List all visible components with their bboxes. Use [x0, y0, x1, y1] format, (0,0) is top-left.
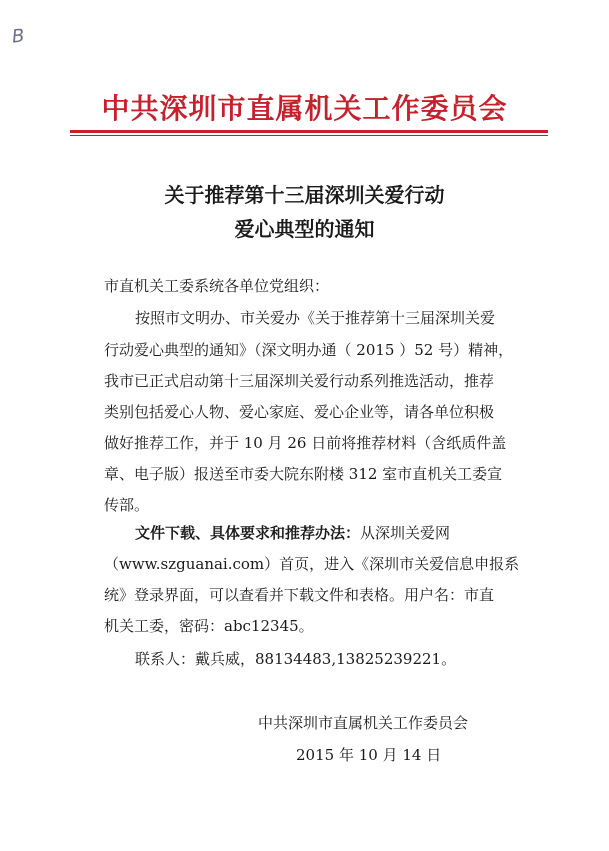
addressee: 市直机关工委系统各单位党组织：	[104, 277, 330, 295]
paragraph2-line: 机关工委，密码：abc12345。	[104, 617, 314, 635]
download-lead: 文件下载、具体要求和推荐办法：	[135, 524, 361, 542]
org-header: 中共深圳市直属机关工作委员会	[101, 92, 508, 125]
handwritten-mark: B	[10, 25, 26, 48]
paragraph1-line: 类别包括爱心人物、爱心家庭、爱心企业等，请各单位积极	[104, 403, 495, 421]
paragraph2-line-1	[135, 522, 450, 544]
paragraph2-line: 统》登录界面，可以查看并下载文件和表格。用户名：市直	[104, 586, 495, 604]
title-line-1: 关于推荐第十三届深圳关爱行动	[164, 183, 445, 207]
signature-date: 2015 年 10 月 14 日	[296, 746, 442, 764]
paragraph1-line: 按照市文明办、市关爱办《关于推荐第十三届深圳关爱	[135, 309, 496, 327]
paragraph1-line: 做好推荐工作，并于 10 月 26 日前将推荐材料（含纸质件盖	[104, 434, 507, 452]
signature-org: 中共深圳市直属机关工作委员会	[258, 714, 469, 732]
paragraph1-line: 传部。	[104, 496, 150, 514]
contact-line: 联系人：戴兵威，88134483,13825239221。	[135, 650, 457, 668]
header-rule-thin	[70, 135, 548, 136]
title-line-2: 爱心典型的通知	[234, 217, 375, 241]
paragraph1-line: 章、电子版）报送至市委大院东附楼 312 室市直机关工委宣	[104, 465, 503, 483]
header-rule-thick	[70, 130, 548, 133]
paragraph1-line: 我市已正式启动第十三届深圳关爱行动系列推选活动，推荐	[104, 372, 495, 390]
download-lead-rest: 从深圳关爱网	[360, 524, 451, 542]
paragraph2-line: （www.szguanai.com）首页，进入《深圳市关爱信息申报系	[104, 555, 520, 573]
paragraph1-line: 行动爱心典型的通知》（深文明办通（ 2015 ）52 号）精神，	[104, 341, 514, 359]
